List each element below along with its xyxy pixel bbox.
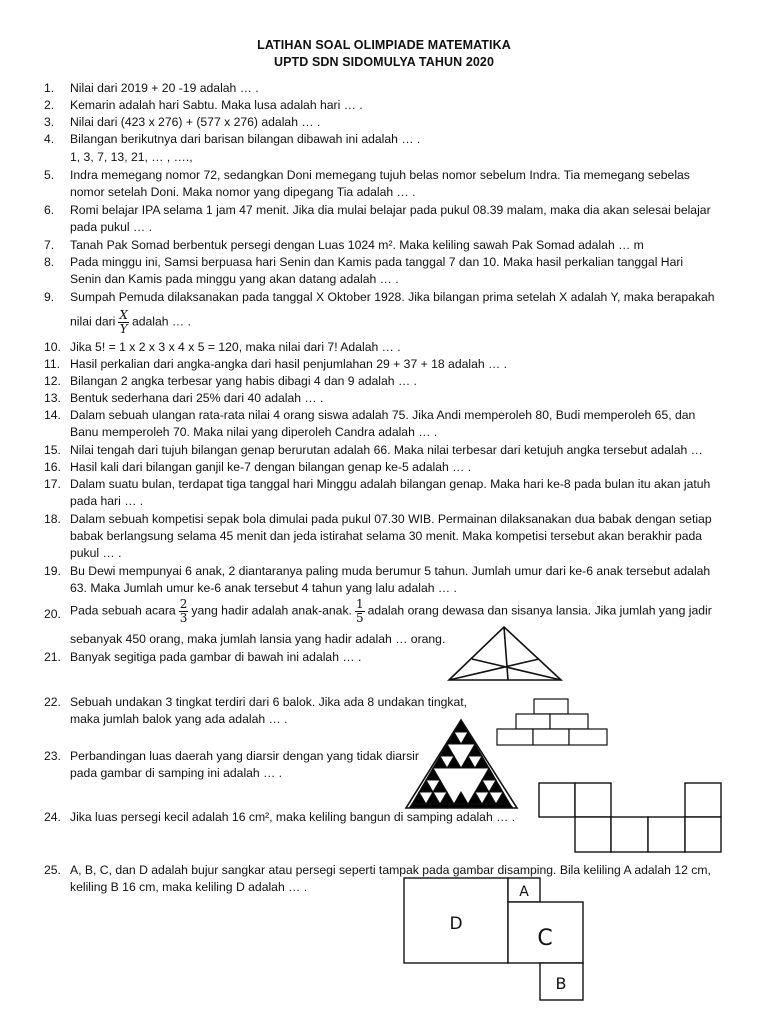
question-text: nomor setelah Doni. Maka nomor yang dipegang Tia adalah … . — [70, 185, 416, 199]
question-text: Bilangan berikutnya dari barisan bilangan dibawah ini adalah … . — [70, 132, 421, 146]
text-fragment: yang hadir adalah anak-anak. — [191, 603, 352, 618]
question-text: Dalam sebuah kompetisi sepak bola dimulai pada pukul 07.30 WIB. Permainan dilaksanakan dua babak dengan setiap — [70, 512, 712, 526]
triangle-line — [449, 659, 539, 680]
question-text: Nilai tengah dari tujuh bilangan genap berurutan adalah 66. Maka nilai terbesar dari ketujuh angka tersebut adalah … — [70, 443, 703, 457]
question-number: 24. — [44, 810, 61, 824]
fraction-denominator: 5 — [355, 611, 364, 625]
question-number: 19. — [44, 564, 61, 578]
triangle-line — [472, 659, 561, 680]
fraction-x-over-y — [118, 309, 129, 336]
fraction-denominator: 3 — [179, 611, 188, 625]
question-text: Indra memegang nomor 72, sedangkan Doni memegang tujuh belas nomor sebelum Indra. Tia memegang sebelas — [70, 168, 690, 182]
question-text — [70, 598, 712, 625]
question-text: Sebuah undakan 3 tingkat terdiri dari 6 balok. Jika ada 8 undakan tingkat, — [70, 695, 468, 709]
text-fragment: adalah … . — [131, 314, 191, 329]
label-d: D — [449, 914, 463, 934]
question-number: 8. — [44, 255, 55, 269]
question-number: 25. — [44, 863, 61, 877]
squares-figure — [537, 782, 723, 854]
label-b: B — [555, 974, 567, 993]
text-fragment: nilai dari — [70, 314, 116, 329]
question-number: 22. — [44, 695, 61, 709]
question-number: 23. — [44, 749, 61, 763]
question-number: 21. — [44, 650, 61, 664]
question-text: Bilangan 2 angka terbesar yang habis dibagi 4 dan 9 adalah … . — [70, 374, 417, 388]
question-number: 12. — [44, 374, 61, 388]
question-text: 1, 3, 7, 13, 21, … , …., — [70, 150, 193, 164]
question-text: Nilai dari (423 x 276) + (577 x 276) adalah … . — [70, 115, 321, 129]
question-text: sebanyak 450 orang, maka jumlah lansia yang hadir adalah … orang. — [70, 632, 446, 646]
text-fragment: adalah orang dewasa dan sisanya lansia. Jika jumlah yang jadir — [367, 603, 712, 618]
question-number: 18. — [44, 512, 61, 526]
question-text: Pada minggu ini, Samsi berpuasa hari Senin dan Kamis pada tanggal 7 dan 10. Maka hasil perkalian tanggal Hari — [70, 255, 684, 269]
fraction-one-fifth — [355, 598, 365, 625]
question-number: 17. — [44, 477, 61, 491]
question-text: Bu Dewi mempunyai 6 anak, 2 diantaranya paling muda berumur 5 tahun. Jumlah umur dari ke-6 anak tersebut adalah — [70, 564, 711, 578]
page-title: LATIHAN SOAL OLIMPIADE MATEMATIKA — [257, 38, 511, 52]
block — [550, 714, 588, 729]
fraction-numerator: 2 — [179, 597, 188, 611]
question-text: maka jumlah balok yang ada adalah … . — [70, 712, 288, 726]
question-number: 5. — [44, 168, 55, 182]
question-number: 11. — [44, 357, 61, 371]
question-text: Jika 5! = 1 x 2 x 3 x 4 x 5 = 120, maka nilai dari 7! Adalah … . — [70, 340, 401, 354]
small-square — [685, 783, 721, 817]
question-text: pada gambar di samping ini adalah … . — [70, 766, 283, 780]
question-text: Dalam sebuah ulangan rata-rata nilai 4 orang siswa adalah 75. Jika Andi memperoleh 80, Budi memperoleh 65, dan — [70, 408, 696, 422]
question-number: 2. — [44, 98, 55, 112]
question-text: babak berlangsung selama 45 menit dan jeda istirahat selama 30 menit. Maka kompetisi tersebut akan berakhir pada — [70, 529, 703, 543]
question-text: Tanah Pak Somad berbentuk persegi dengan Luas 1024 m². Maka keliling sawah Pak Somad adalah … m — [70, 238, 644, 252]
question-text: Kemarin adalah hari Sabtu. Maka lusa adalah hari … . — [70, 98, 363, 112]
question-number: 15. — [44, 443, 61, 457]
question-number: 16. — [44, 460, 61, 474]
question-text: Nilai dari 2019 + 20 -19 adalah … . — [70, 81, 259, 95]
question-number: 10. — [44, 340, 61, 354]
question-text: pukul … . — [70, 546, 122, 560]
question-number: 14. — [44, 408, 61, 422]
question-text: Hasil perkalian dari angka-angka dari hasil penjumlahan 29 + 37 + 18 adalah … . — [70, 357, 508, 371]
fraction-numerator: X — [119, 308, 128, 322]
block — [534, 699, 568, 714]
question-text: Senin dan Kamis pada minggu yang akan datang adalah … . — [70, 272, 399, 286]
label-c: C — [537, 926, 553, 951]
block — [516, 714, 550, 729]
block — [533, 729, 569, 745]
label-a: A — [519, 884, 529, 900]
small-square — [539, 783, 575, 817]
question-text: A, B, C, dan D adalah bujur sangkar atau persegi seperti tampak pada gambar disamping. Bila keliling A adalah 12 cm, — [70, 863, 711, 877]
question-text: Jika luas persegi kecil adalah 16 cm², maka keliling bangun di samping adalah … . — [70, 810, 516, 824]
abcd-squares-figure — [402, 876, 586, 1002]
page-subtitle: UPTD SDN SIDOMULYA TAHUN 2020 — [273, 55, 495, 69]
question-number: 13. — [44, 391, 61, 405]
small-square — [648, 817, 685, 852]
question-text: Hasil kali dari bilangan ganjil ke-7 dengan bilangan genap ke-5 adalah … . — [70, 460, 472, 474]
shaded-triangle — [454, 720, 468, 732]
question-number: 1. — [44, 81, 55, 95]
question-text: Romi belajar IPA selama 1 jam 47 menit. Jika dia mulai belajar pada pukul 08.39 malam, maka dia akan selesai belajar — [70, 203, 711, 217]
question-number: 4. — [44, 132, 55, 146]
question-text: Banyak segitiga pada gambar di bawah ini adalah … . — [70, 650, 362, 664]
triangle-line — [504, 627, 508, 680]
question-text: pada pukul … . — [70, 220, 152, 234]
question-number: 3. — [44, 115, 55, 129]
question-text: keliling B 16 cm, maka keliling D adalah … . — [70, 880, 308, 894]
small-square — [575, 783, 611, 817]
fraction-denominator: Y — [119, 322, 128, 336]
fraction-numerator: 1 — [355, 597, 364, 611]
question-text: pada hari … . — [70, 494, 144, 508]
question-number: 9. — [44, 290, 55, 304]
question-text — [70, 309, 191, 336]
question-text: Bentuk sederhana dari 25% dari 40 adalah … . — [70, 391, 324, 405]
fraction-two-thirds — [179, 598, 189, 625]
question-number: 6. — [44, 203, 55, 217]
triangle-figure — [446, 625, 566, 683]
text-fragment: Pada sebuah acara — [70, 603, 176, 618]
block — [569, 729, 607, 745]
question-text: 63. Maka Jumlah umur ke-6 anak tersebut 4 tahun yang lalu adalah … . — [70, 581, 457, 595]
small-square — [685, 817, 721, 852]
question-text: Sumpah Pemuda dilaksanakan pada tanggal X Oktober 1928. Jika bilangan prima setelah X adalah Y, maka berapakah — [70, 290, 715, 304]
question-number: 7. — [44, 238, 55, 252]
shaded-triangle-figure — [403, 718, 520, 810]
small-square — [575, 817, 611, 852]
question-text: Dalam suatu bulan, terdapat tiga tanggal hari Minggu adalah bilangan genap. Maka hari ke-8 pada bulan itu akan jatuh — [70, 477, 711, 491]
small-square — [611, 817, 648, 852]
question-text: Banu memperoleh 70. Maka nilai yang diperoleh Candra adalah … . — [70, 425, 438, 439]
question-number: 20. — [44, 607, 61, 621]
question-text: Perbandingan luas daerah yang diarsir dengan yang tidak diarsir — [70, 749, 419, 763]
